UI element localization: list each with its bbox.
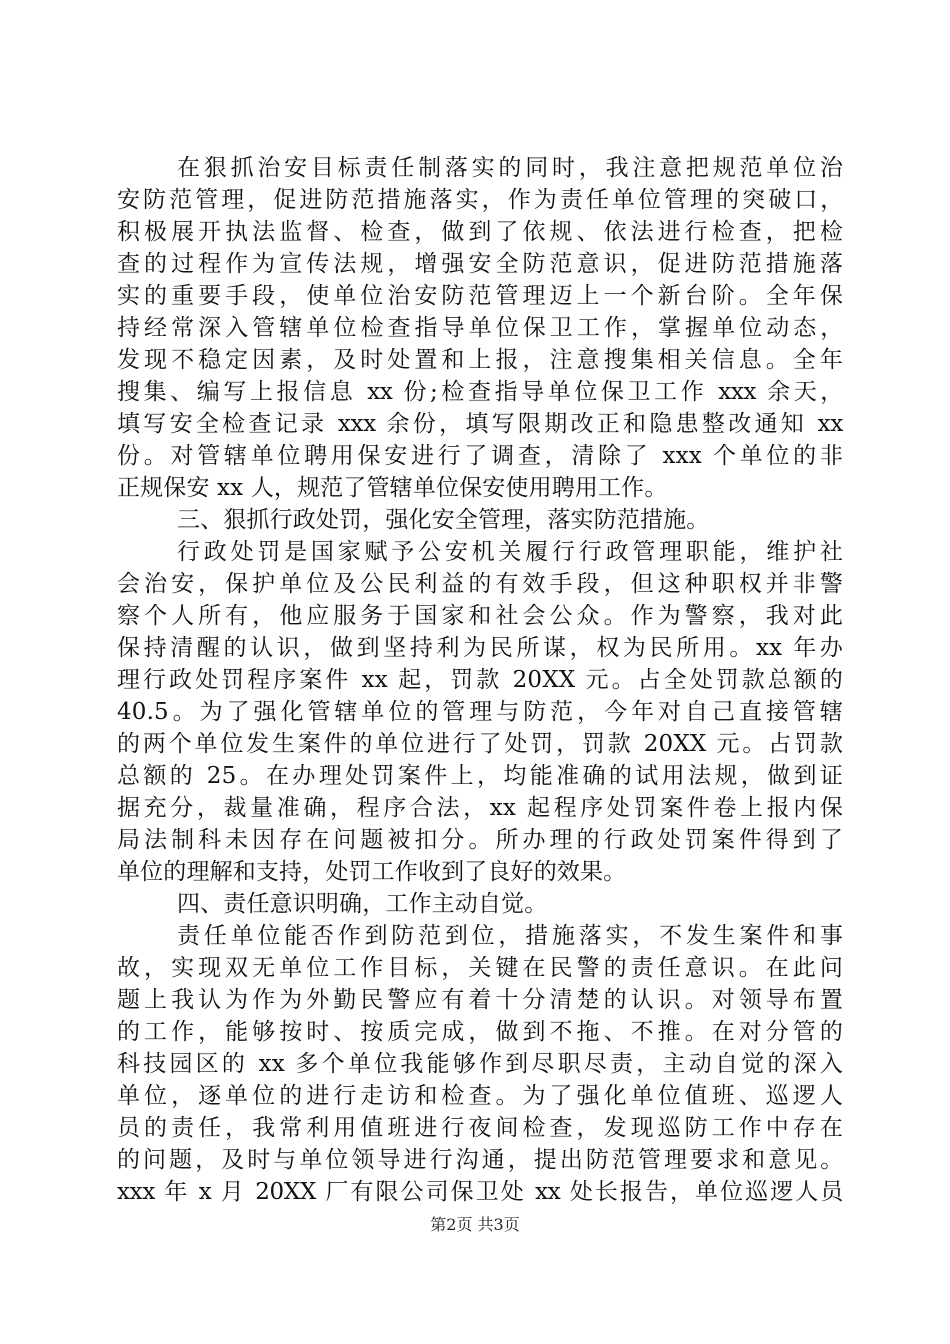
paragraph-last-line: 单位的理解和支持，处罚工作收到了良好的效果。	[117, 859, 627, 885]
text-line: 持经常深入管辖单位检查指导单位保卫工作，掌握单位动态，	[117, 315, 843, 341]
text-line: 责任单位能否作到防范到位，措施落实，不发生案件和事	[177, 923, 843, 949]
text-line: 员的责任，我常利用值班进行夜间检查，发现巡防工作中存在	[117, 1115, 843, 1141]
text-line: 局法制科未因存在问题被扣分。所办理的行政处罚案件得到了	[117, 827, 843, 853]
text-line: 行政处罚是国家赋予公安机关履行行政管理职能，维护社	[177, 539, 843, 565]
text-line: 单位，逐单位的进行走访和检查。为了强化单位值班、巡逻人	[117, 1083, 843, 1109]
text-line: 总额的 25。在办理处罚案件上，均能准确的试用法规，做到证	[117, 763, 843, 789]
paragraph-last-line: 正规保安 xx 人，规范了管辖单位保安使用聘用工作。	[117, 475, 668, 501]
text-line: xxx 年 x 月 20XX 厂有限公司保卫处 xx 处长报告，单位巡逻人员	[117, 1179, 843, 1205]
text-line: 的问题，及时与单位领导进行沟通，提出防范管理要求和意见。	[117, 1147, 843, 1173]
text-line: 积极展开执法监督、检查，做到了依规、依法进行检查，把检	[117, 219, 843, 245]
text-line: 安防范管理，促进防范措施落实，作为责任单位管理的突破口，	[117, 187, 843, 213]
text-line: 的工作，能够按时、按质完成，做到不拖、不推。在对分管的	[117, 1019, 843, 1045]
text-line: 在狠抓治安目标责任制落实的同时，我注意把规范单位治	[177, 155, 843, 181]
text-line: 搜集、编写上报信息 xx 份;检查指导单位保卫工作 xxx 余天，	[117, 379, 843, 405]
text-line: 察个人所有，他应服务于国家和社会公众。作为警察，我对此	[117, 603, 843, 629]
text-line: 故，实现双无单位工作目标，关键在民警的责任意识。在此问	[117, 955, 843, 981]
section-heading: 四、责任意识明确，工作主动自觉。	[177, 891, 548, 917]
text-line: 会治安，保护单位及公民利益的有效手段，但这种职权并非警	[117, 571, 843, 597]
page-footer: 第2页 共3页	[430, 1215, 520, 1234]
text-line: 的两个单位发生案件的单位进行了处罚，罚款 20XX 元。占罚款	[117, 731, 843, 757]
text-line: 保持清醒的认识，做到坚持利为民所谋，权为民所用。xx 年办	[117, 635, 843, 661]
text-line: 题上我认为作为外勤民警应有着十分清楚的认识。对领导布置	[117, 987, 843, 1013]
text-line: 实的重要手段，使单位治安防范管理迈上一个新台阶。全年保	[117, 283, 843, 309]
text-line: 发现不稳定因素，及时处置和上报，注意搜集相关信息。全年	[117, 347, 843, 373]
section-heading: 三、狠抓行政处罚，强化安全管理，落实防范措施。	[177, 507, 710, 533]
text-line: 理行政处罚程序案件 xx 起，罚款 20XX 元。占全处罚款总额的	[117, 667, 843, 693]
document-body	[117, 152, 843, 1208]
text-line: 40.5。为了强化管辖单位的管理与防范，今年对自己直接管辖	[117, 699, 843, 725]
text-line: 填写安全检查记录 xxx 余份，填写限期改正和隐患整改通知 xx	[117, 411, 843, 437]
text-line: 科技园区的 xx 多个单位我能够作到尽职尽责，主动自觉的深入	[117, 1051, 843, 1077]
text-line: 据充分，裁量准确，程序合法，xx 起程序处罚案件卷上报内保	[117, 795, 843, 821]
text-line: 查的过程作为宣传法规，增强安全防范意识，促进防范措施落	[117, 251, 843, 277]
text-line: 份。对管辖单位聘用保安进行了调查，清除了 xxx 个单位的非	[117, 443, 843, 469]
